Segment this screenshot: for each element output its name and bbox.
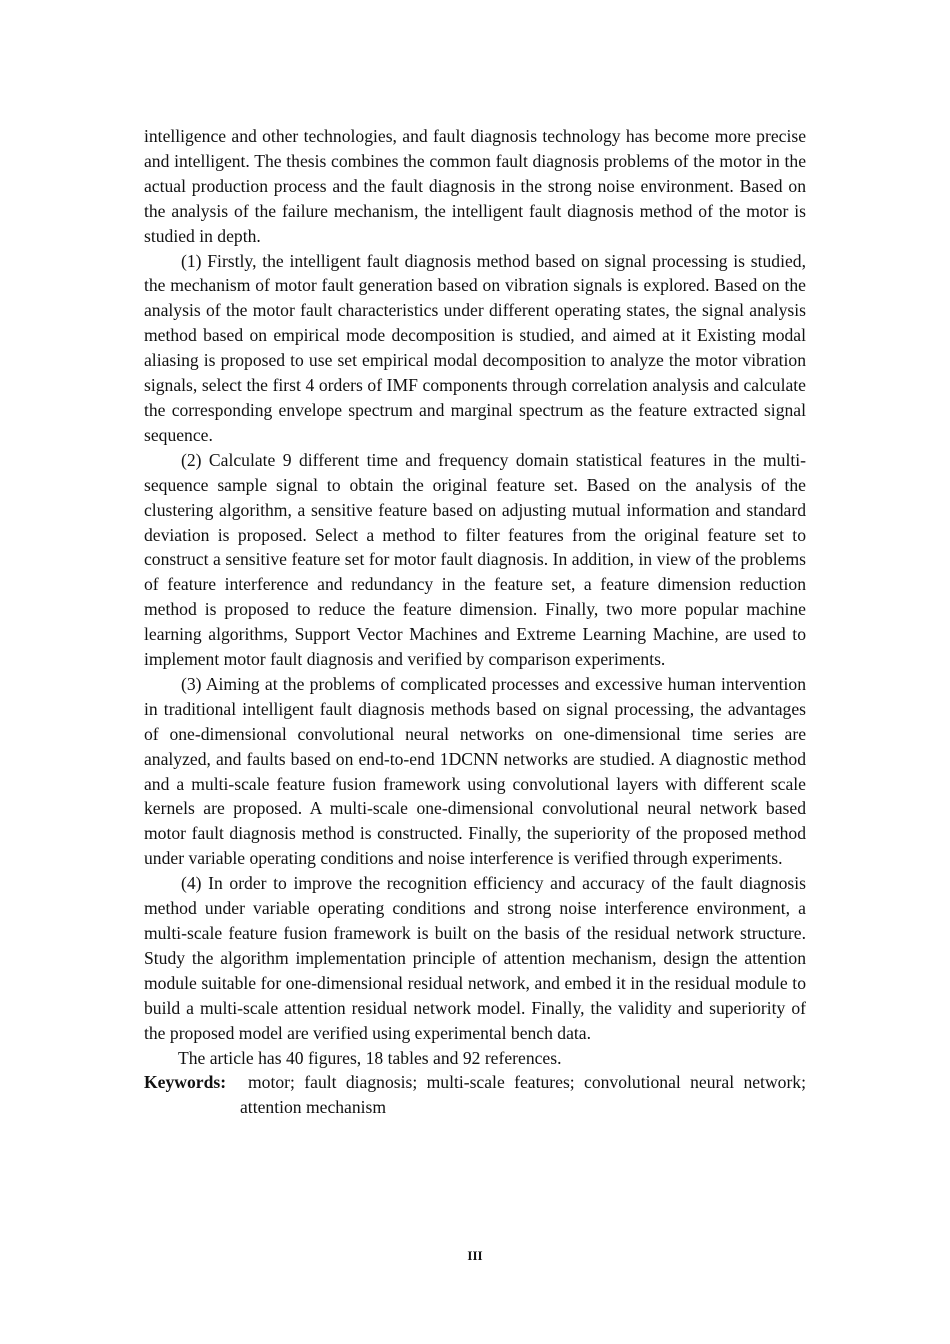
page-number: III bbox=[467, 1248, 483, 1263]
abstract-point-1: (1) Firstly, the intelligent fault diagnosis method based on signal processing is studied, the mechanism of motor fault generation based on vibration signals is explored. Based on the analysis of the motor fault characteristics under different operating states, the signal analysis method based on empirical mode decomposition is studied, and aimed at it Existing modal aliasing is proposed to use set empirical modal decomposition to analyze the motor vibration signals, select the first 4 orders of IMF components through correlation analysis and calculate the corresponding envelope spectrum and marginal spectrum as the feature extracted signal sequence. bbox=[144, 250, 806, 445]
abstract-point-4: (4) In order to improve the recognition efficiency and accuracy of the fault diagnosis method under variable operating conditions and strong noise interference environment, a multi-scale feature fusion framework is built on the basis of the residual network structure. Study the algorithm implementation principle of attention mechanism, design the attention module suitable for one-dimensional residual network, and embed it in the residual module to build a multi-scale attention residual network model. Finally, the validity and superiority of the proposed model are verified using experimental bench data. bbox=[144, 873, 806, 1043]
abstract-point-2: (2) Calculate 9 different time and frequency domain statistical features in the multi-sequence sample signal to obtain the original feature set. Based on the analysis of the clustering algorithm, a sensitive feature based on adjusting mutual information and standard deviation is proposed. Select a method to filter features from the original feature set to construct a sensitive feature set for motor fault diagnosis. In addition, in view of the problems of feature interference and redundancy in the feature set, a feature dimension reduction method is proposed to reduce the feature dimension. Finally, two more popular machine learning algorithms, Support Vector Machines and Extreme Learning Machine, are used to implement motor fault diagnosis and verified by comparison experiments. bbox=[144, 449, 806, 670]
abstract-intro-paragraph: intelligence and other technologies, and fault diagnosis technology has become more precise and intelligent. The thesis combines the common fault diagnosis problems of the motor in the actual production process and the fault diagnosis in the strong noise environment. Based on the analysis of the failure mechanism, the intelligent fault diagnosis method of the motor is studied in depth. bbox=[144, 126, 806, 246]
abstract-summary: The article has 40 figures, 18 tables and 92 references. bbox=[178, 1047, 562, 1068]
abstract-body bbox=[144, 124, 806, 1120]
keywords-text: motor; fault diagnosis; multi-scale features; convolutional neural network; attention mechanism bbox=[240, 1072, 806, 1118]
keywords-label: Keywords: bbox=[144, 1072, 227, 1093]
abstract-point-3: (3) Aiming at the problems of complicated processes and excessive human intervention in traditional intelligent fault diagnosis methods based on signal processing, the advantages of one-dimensional convolutional neural networks on one-dimensional time series are analyzed, and faults based on end-to-end 1DCNN networks are studied. A diagnostic method and a multi-scale feature fusion framework using convolutional layers with different scale kernels are proposed. A multi-scale one-dimensional convolutional neural network based motor fault diagnosis method is constructed. Finally, the superiority of the proposed method under variable operating conditions and noise interference is verified through experiments. bbox=[144, 673, 806, 869]
keywords-line bbox=[144, 1070, 806, 1120]
